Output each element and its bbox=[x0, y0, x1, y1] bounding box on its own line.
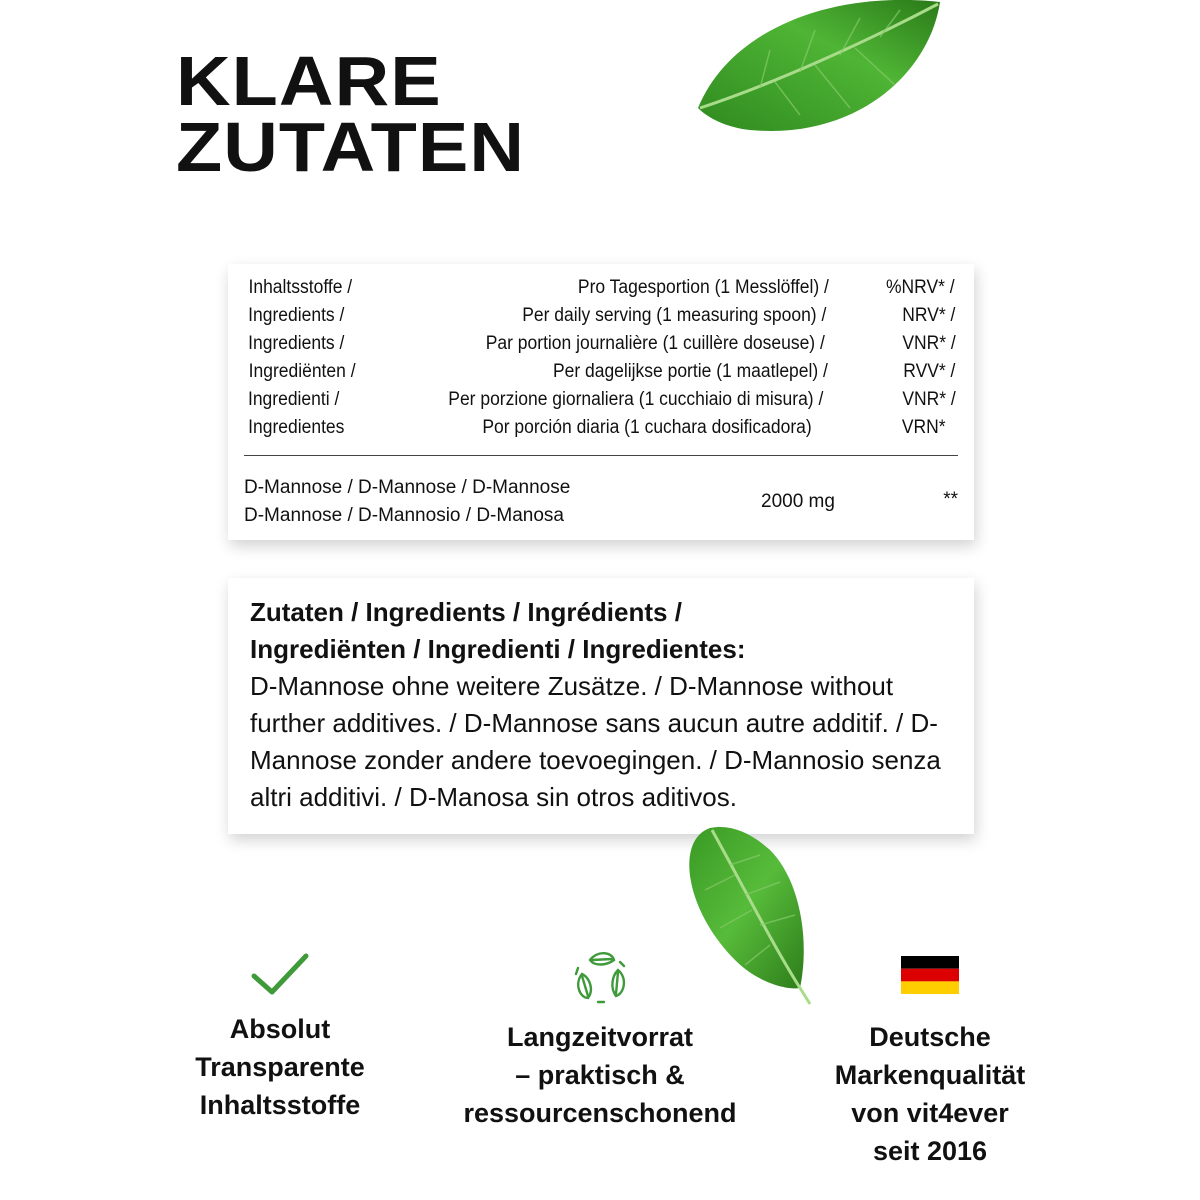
product-amount: 2000 mg bbox=[761, 491, 835, 512]
product-name-line-2: D-Mannose / D-Mannosio / D-Manosa bbox=[244, 505, 564, 526]
nrv-label: RVV* / bbox=[903, 361, 956, 382]
feature-label-line: seit 2016 bbox=[872, 1136, 988, 1166]
ingredients-heading-line-2: Ingrediënten / Ingredienti / Ingredientes: bbox=[250, 634, 746, 664]
ingredient-label: Ingredients / bbox=[248, 305, 345, 326]
feature-label-line: Langzeitvorrat bbox=[506, 1022, 694, 1052]
ingredients-heading-line-1: Zutaten / Ingredients / Ingrédients / bbox=[250, 597, 682, 627]
serving-label: Per daily serving (1 measuring spoon) / bbox=[522, 305, 827, 326]
product-name-line-1: D-Mannose / D-Mannose / D-Mannose bbox=[244, 477, 571, 498]
feature-label-line: Deutsche bbox=[869, 1022, 991, 1052]
leaf-top-icon bbox=[690, 0, 950, 140]
table-row bbox=[244, 358, 958, 386]
nrv-label: VNR* / bbox=[902, 389, 956, 410]
table-row bbox=[244, 386, 958, 414]
ingredient-label: Inhaltsstoffe / bbox=[248, 277, 353, 298]
serving-label: Par portion journalière (1 cuillère doseuse) / bbox=[486, 333, 826, 354]
feature-german-quality bbox=[770, 956, 1090, 1170]
feature-label-line: Markenqualität bbox=[834, 1060, 1026, 1090]
ingredients-text bbox=[250, 594, 960, 816]
ingredients-card bbox=[228, 578, 974, 834]
feature-longterm bbox=[440, 946, 760, 1132]
table-row bbox=[244, 330, 958, 358]
headline-line-2: ZUTATEN bbox=[176, 108, 526, 186]
ingredient-label: Ingredients / bbox=[248, 333, 345, 354]
table-row bbox=[244, 414, 958, 442]
feature-label bbox=[440, 1018, 760, 1132]
serving-label: Pro Tagesportion (1 Messlöffel) / bbox=[578, 277, 830, 298]
product-name bbox=[244, 474, 570, 530]
feature-transparent bbox=[120, 952, 440, 1124]
feature-label-line: ressourcenschonend bbox=[463, 1098, 737, 1128]
ingredient-label: Ingredientes bbox=[248, 417, 345, 438]
checkmark-icon bbox=[250, 952, 310, 998]
nrv-label: %NRV* / bbox=[886, 277, 956, 298]
ingredient-label: Ingredienti / bbox=[247, 389, 340, 410]
ingredients-body: D-Mannose ohne weitere Zusätze. / D-Mannose without further additives. / D-Mannose sans aucun autre additif. / D-Mannose zonder andere toevoegingen. / D-Mannosio senza altri additivi. / D-Manosa sin otros aditivos. bbox=[250, 671, 941, 812]
product-nrv: ** bbox=[943, 489, 958, 510]
german-flag-icon bbox=[901, 956, 959, 994]
table-row bbox=[244, 302, 958, 330]
recycle-leaves-icon bbox=[570, 946, 630, 1006]
serving-label: Per dagelijkse portie (1 maatlepel) / bbox=[553, 361, 829, 382]
serving-label: Por porción diaria (1 cuchara dosificadora) bbox=[482, 417, 812, 438]
serving-label: Per porzione giornaliera (1 cucchiaio di misura) / bbox=[448, 389, 824, 410]
headline bbox=[176, 42, 526, 186]
feature-label-line: Absolut bbox=[229, 1014, 331, 1044]
nrv-label: NRV* / bbox=[902, 305, 956, 326]
nrv-label: VNR* / bbox=[902, 333, 956, 354]
feature-label-line: von vit4ever bbox=[851, 1098, 1009, 1128]
headline-line-1: KLARE bbox=[176, 42, 442, 120]
table-row bbox=[244, 274, 958, 302]
table-divider bbox=[244, 455, 958, 456]
ingredient-label: Ingrediënten / bbox=[248, 361, 356, 382]
feature-label-line: Transparente bbox=[195, 1052, 365, 1082]
nrv-label: VRN* bbox=[902, 417, 947, 438]
feature-label bbox=[770, 1018, 1090, 1170]
feature-label-line: – praktisch & bbox=[515, 1060, 685, 1090]
nutrition-table-card bbox=[228, 264, 974, 540]
feature-label bbox=[120, 1010, 440, 1124]
feature-label-line: Inhaltsstoffe bbox=[199, 1090, 361, 1120]
